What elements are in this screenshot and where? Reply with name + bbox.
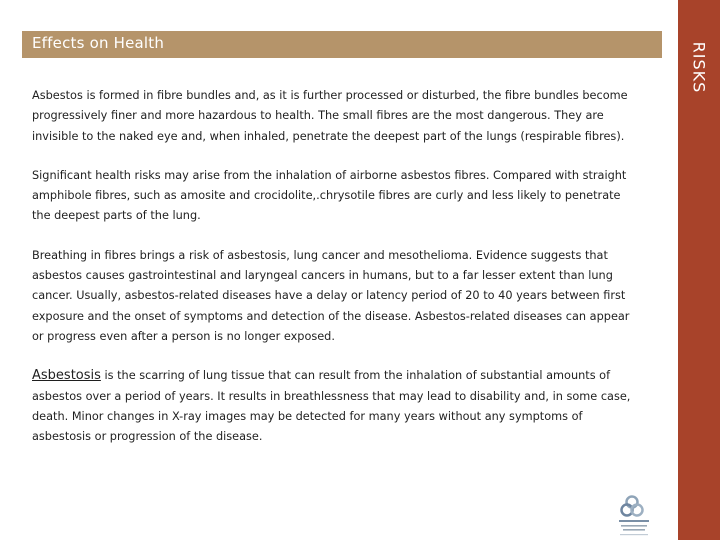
content-body [32, 86, 632, 466]
side-label: RISKS [689, 41, 709, 94]
definition-text: is the scarring of lung tissue that can result from the inhalation of substantial amounts of asbestos over a period of years. It results in breathlessness that may lead to disability and, in some case, death. Minor changes in X-ray images may be detected for many years without any symptoms of asbestosis or progression of the disease. [32, 369, 631, 444]
page-title: Effects on Health [32, 34, 165, 52]
paragraph: Asbestos is formed in fibre bundles and, as it is further processed or disturbed, the fibre bundles become progressively finer and more hazardous to health. The small fibres are the most dangerous. They are invisible to the naked eye and, when inhaled, penetrate the deepest part of the lungs (respirable fibres). [32, 89, 628, 143]
definition-paragraph [32, 366, 632, 447]
title-bar [22, 31, 662, 58]
side-bar [678, 0, 720, 540]
paragraph: Breathing in fibres brings a risk of asbestosis, lung cancer and mesothelioma. Evidence suggests that asbestos causes gastrointestinal and laryngeal cancers in humans, but to a far lesser extent than lung cancer. Usually, asbestos-related diseases have a delay or latency period of 20 to 40 years between first exposure and the onset of symptoms and detection of the disease. Asbestos-related diseases can appear or progress even after a person is no longer exposed. [32, 248, 630, 343]
company-logo-icon [608, 494, 664, 540]
definition-term: Asbestosis [32, 368, 101, 384]
paragraph: Significant health risks may arise from the inhalation of airborne asbestos fibres. Compared with straight amphibole fibres, such as amosite and crocidolite,.chrysotile fibres are curly and less likely to penetrate the deepest parts of the lung. [32, 168, 627, 223]
